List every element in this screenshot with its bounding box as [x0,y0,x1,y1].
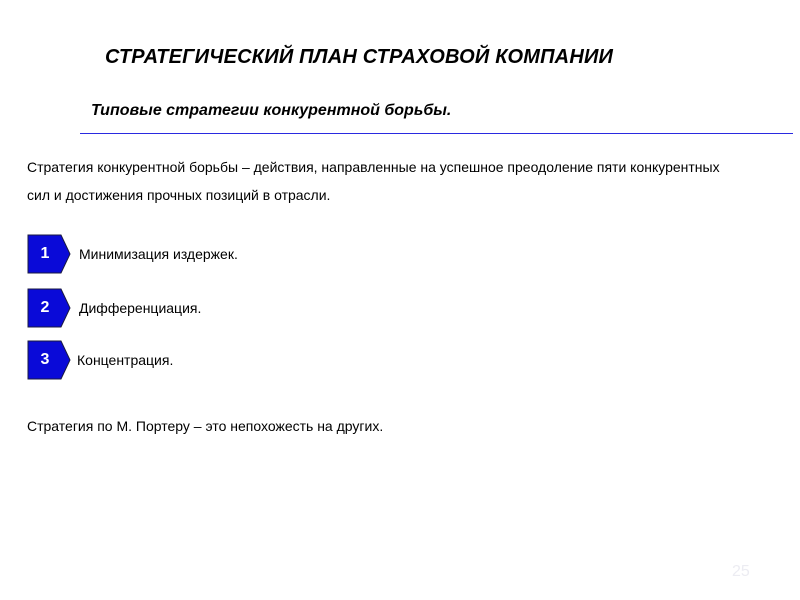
strategy-badge-3 [27,340,71,380]
slide-subtitle: Типовые стратегии конкурентной борьбы. [91,102,452,119]
strategy-badge-2 [27,288,71,328]
strategy-badge-1 [27,234,71,274]
strategy-item-1 [27,234,238,274]
strategy-item-2 [27,288,201,328]
strategy-number-2: 2 [40,299,50,316]
strategy-item-3 [27,340,173,380]
strategy-label-3: Концентрация. [77,352,174,368]
strategy-number-1: 1 [40,245,50,262]
strategy-label-1: Минимизация издержек. [79,246,238,262]
porter-note: Стратегия по М. Портеру – это непохожесть на других. [27,418,384,434]
page-number: 25 [732,563,750,580]
definition-text: Стратегия конкурентной борьбы – действия, направленные на успешное преодоление пяти конкурентных сил и достижения прочных позиций в отрасли. [27,159,720,203]
subtitle-divider [80,133,793,134]
slide-title: СТРАТЕГИЧЕСКИЙ ПЛАН СТРАХОВОЙ КОМПАНИИ [105,46,614,68]
strategy-label-2: Дифференциация. [79,300,202,316]
strategy-number-3: 3 [40,351,50,368]
